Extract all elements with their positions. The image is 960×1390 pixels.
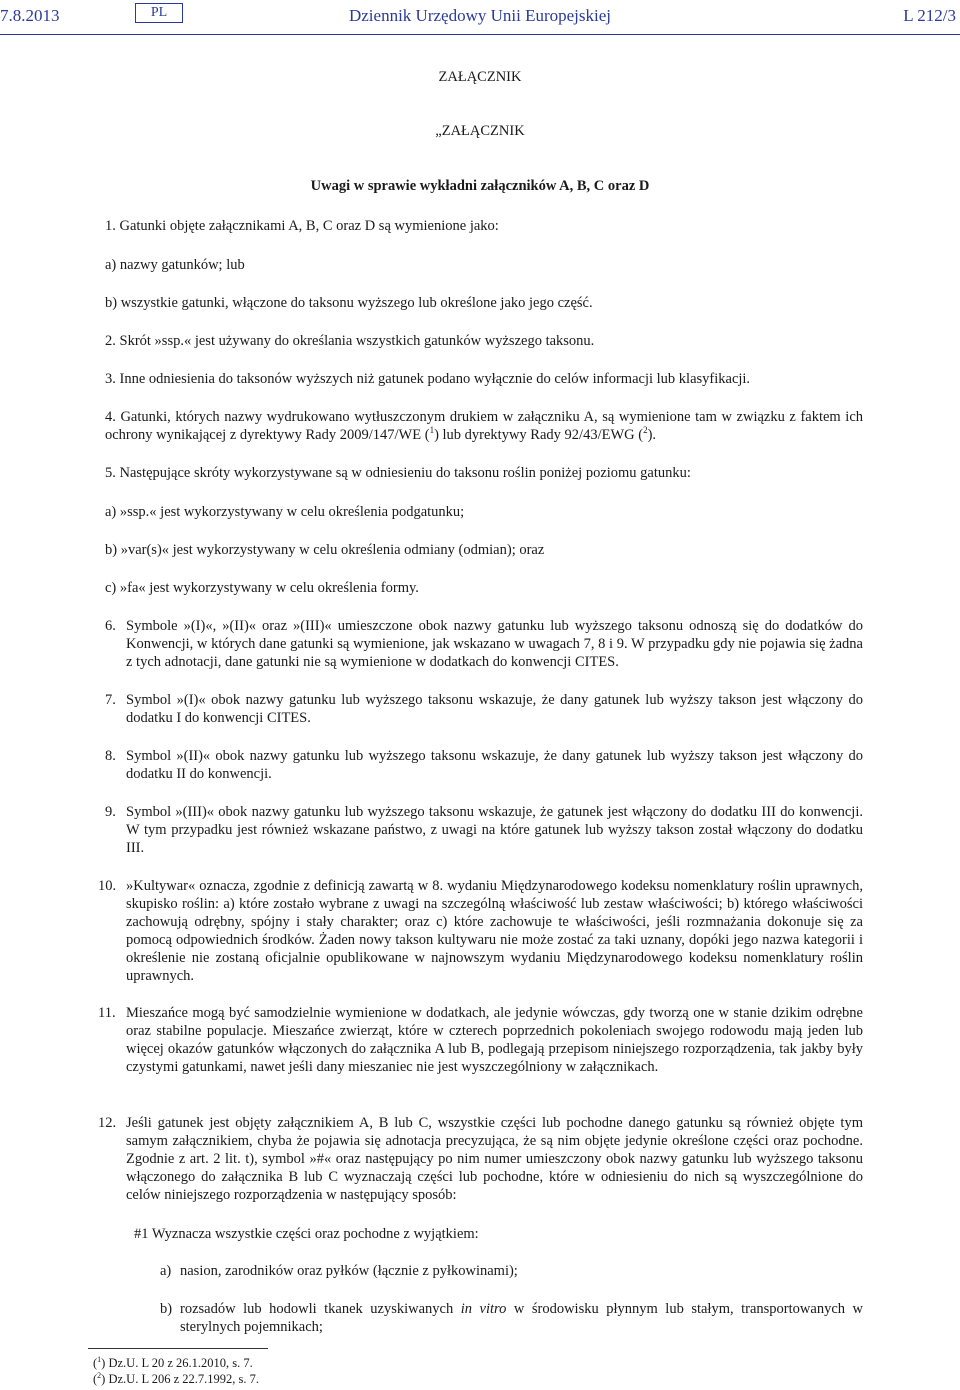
footnote-1-text: Dz.U. L 20 z 26.1.2010, s. 7. [108,1356,253,1370]
item-8: Symbol »(II)« obok nazwy gatunku lub wyższego taksonu wskazuje, że dany gatunek lub wyższy takson jest włączony do dodatku II do konwencji. [126,748,863,782]
annotation-1a-label: a) [160,1263,172,1279]
footnote-1: ($^1$) Dz.U. L 20 z 26.1.2010, s. 7. [93,1354,253,1370]
footnote-ref-1[interactable]: 1 [429,425,435,436]
footnote-1-marker: 1 [97,1354,102,1364]
item-2: 2. Skrót »ssp.« jest używany do określania wszystkich gatunków wyższego taksonu. [105,333,595,349]
item-5b: b) »var(s)« jest wykorzystywany w celu określenia odmiany (odmian); oraz [105,542,545,558]
annotation-1: #1 Wyznacza wszystkie części oraz pochodne z wyjątkiem: [134,1226,479,1242]
item-5a: a) »ssp.« jest wykorzystywany w celu określenia podgatunku; [105,504,465,520]
item-10: »Kultywar« oznacza, zgodnie z definicją zawartą w 8. wydaniu Międzynarodowego kodeksu nomenklatury roślin uprawnych, skupisko roślin: a) które zostało wybrane z uwagi na szczególną właściwość lub zestaw właściwości; b) którego właściwości zachowują odrębny, spójny i stały charakter; oraz c) które zachowuje te właściwości, jeśli rozmnażania dokonuje się za pomocą odpowiednich środków. Żaden nowy takson kultywaru nie może zostać za taki uznany, dopóki jego nazwa kategorii i określenie nie zostaną oficjalnie opublikowane w najnowszym wydaniu Międzynarodowego kodeksu nomenklatury roślin uprawnych. [126,878,863,984]
item-6-number: 6. [105,618,116,634]
item-11: Mieszańce mogą być samodzielnie wymienione w dodatkach, ale jedynie wówczas, gdy tworzą one w stanie dzikim odrębne oraz stabilne populacje. Mieszańce zwierząt, które w czterech poprzednich pokoleniach swojego rodowodu mają jeden lub więcej okazów gatunków włączonych do załącznika A lub B, podlegają przepisom niniejszego rozporządzenia, tak jakby były czystymi gatunkami, nawet jeśli dany mieszaniec nie jest wyszczególniony w załącznikach. [126,1005,863,1075]
item-12-number: 12. [98,1115,117,1131]
item-6: Symbole »(I)«, »(II)« oraz »(III)« umieszczone obok nazwy gatunku lub wyższego taksonu odnoszą się do dodatków do Konwencji, w których dane gatunki są wymienione, jak wskazano w uwagach 7, 8 i 9. W przypadku gdy nie pojawia się żadna z tych adnotacji, dane gatunki nie są wymienione w dodatkach do konwencji CITES. [126,618,863,670]
publication-date: 7.8.2013 [0,6,60,25]
item-12: Jeśli gatunek jest objęty załącznikiem A, B lub C, wszystkie części lub pochodne danego gatunku są również objęte tym samym załącznikiem, chyba że pojawia się adnotacja precyzująca, że są nim objęte jedynie określone części oraz pochodne. Zgodnie z art. 2 lit. t), symbol »#« oraz następujący po nim numer umieszczony obok nazwy gatunku lub wyższego taksonu włączonego do załącznika B lub C wyznaczają części lub pochodne, które w odniesieniu do nich są wyszczególnione do celów niniejszego rozporządzenia w następujący sposób: [126,1115,863,1203]
footnote-2: ($^2$) Dz.U. L 206 z 22.7.1992, s. 7. [93,1370,260,1386]
header-divider [0,34,960,35]
item-9-number: 9. [105,804,116,820]
footnote-2-marker: 2 [97,1370,102,1380]
item-3: 3. Inne odniesienia do taksonów wyższych niż gatunek podano wyłącznie do celów informacji lub klasyfikacji. [105,371,751,387]
item-5: 5. Następujące skróty wykorzystywane są w odniesieniu do taksonu roślin poniżej poziomu gatunku: [105,465,691,481]
page-header [0,0,960,36]
language-badge: PL [135,3,183,23]
annotation-1b-text: rozsadów lub hodowli tkanek uzyskiwanych [180,1301,461,1317]
item-1b: b) wszystkie gatunki, włączone do taksonu wyższego lub określone jako jego część. [105,295,593,311]
item-4-text: 4. Gatunki, których nazwy wydrukowano wytłuszczonym drukiem w załączniku A, są wymienione tam w związku z faktem ich ochrony wynikającej z dyrektywy Rady 2009/147/WE ( [105,409,863,443]
item-1a: a) nazwy gatunków; lub [105,257,245,273]
journal-title: Dziennik Urzędowy Unii Europejskiej [348,6,611,25]
footnote-ref-2[interactable]: 2 [643,425,648,436]
item-4 [105,408,863,444]
annotation-1a: nasion, zarodników oraz pyłków (łącznie z pyłkowinami); [180,1263,518,1279]
footnote-divider [88,1348,268,1349]
page-reference: L 212/3 [903,6,956,25]
item-7-number: 7. [105,692,116,708]
item-5c: c) »fa« jest wykorzystywany w celu określenia formy. [105,580,419,596]
section-heading: Uwagi w sprawie wykładni załączników A, B, C oraz D [310,178,650,194]
item-10-number: 10. [98,878,117,894]
item-8-number: 8. [105,748,116,764]
item-7: Symbol »(I)« obok nazwy gatunku lub wyższego taksonu wskazuje, że dany gatunek lub wyższy takson jest włączony do dodatku I do konwencji CITES. [126,692,863,726]
annex-quoted-title: „ZAŁĄCZNIK [435,123,525,139]
annotation-1b-text-end: w środowisku płynnym lub stałym, transportowanych w sterylnych pojemnikach; [180,1301,863,1335]
item-4-text-cont: ) lub dyrektywy Rady 92/43/EWG ( [434,427,644,443]
annotation-1b [180,1300,863,1336]
annotation-1b-italic: in vitro [460,1301,507,1317]
item-1: 1. Gatunki objęte załącznikami A, B, C oraz D są wymienione jako: [105,218,499,234]
annex-title: ZAŁĄCZNIK [438,69,522,85]
item-9: Symbol »(III)« obok nazwy gatunku lub wyższego taksonu wskazuje, że gatunek jest włączony do dodatku III do konwencji. W tym przypadku jest również wskazane państwo, z uwagi na które gatunek lub wyższy takson został włączony do dodatku III. [126,804,863,856]
annotation-1b-label: b) [160,1301,173,1317]
item-11-number: 11. [98,1005,116,1021]
item-4-text-end: ). [647,427,657,443]
footnote-2-text: Dz.U. L 206 z 22.7.1992, s. 7. [108,1372,260,1386]
